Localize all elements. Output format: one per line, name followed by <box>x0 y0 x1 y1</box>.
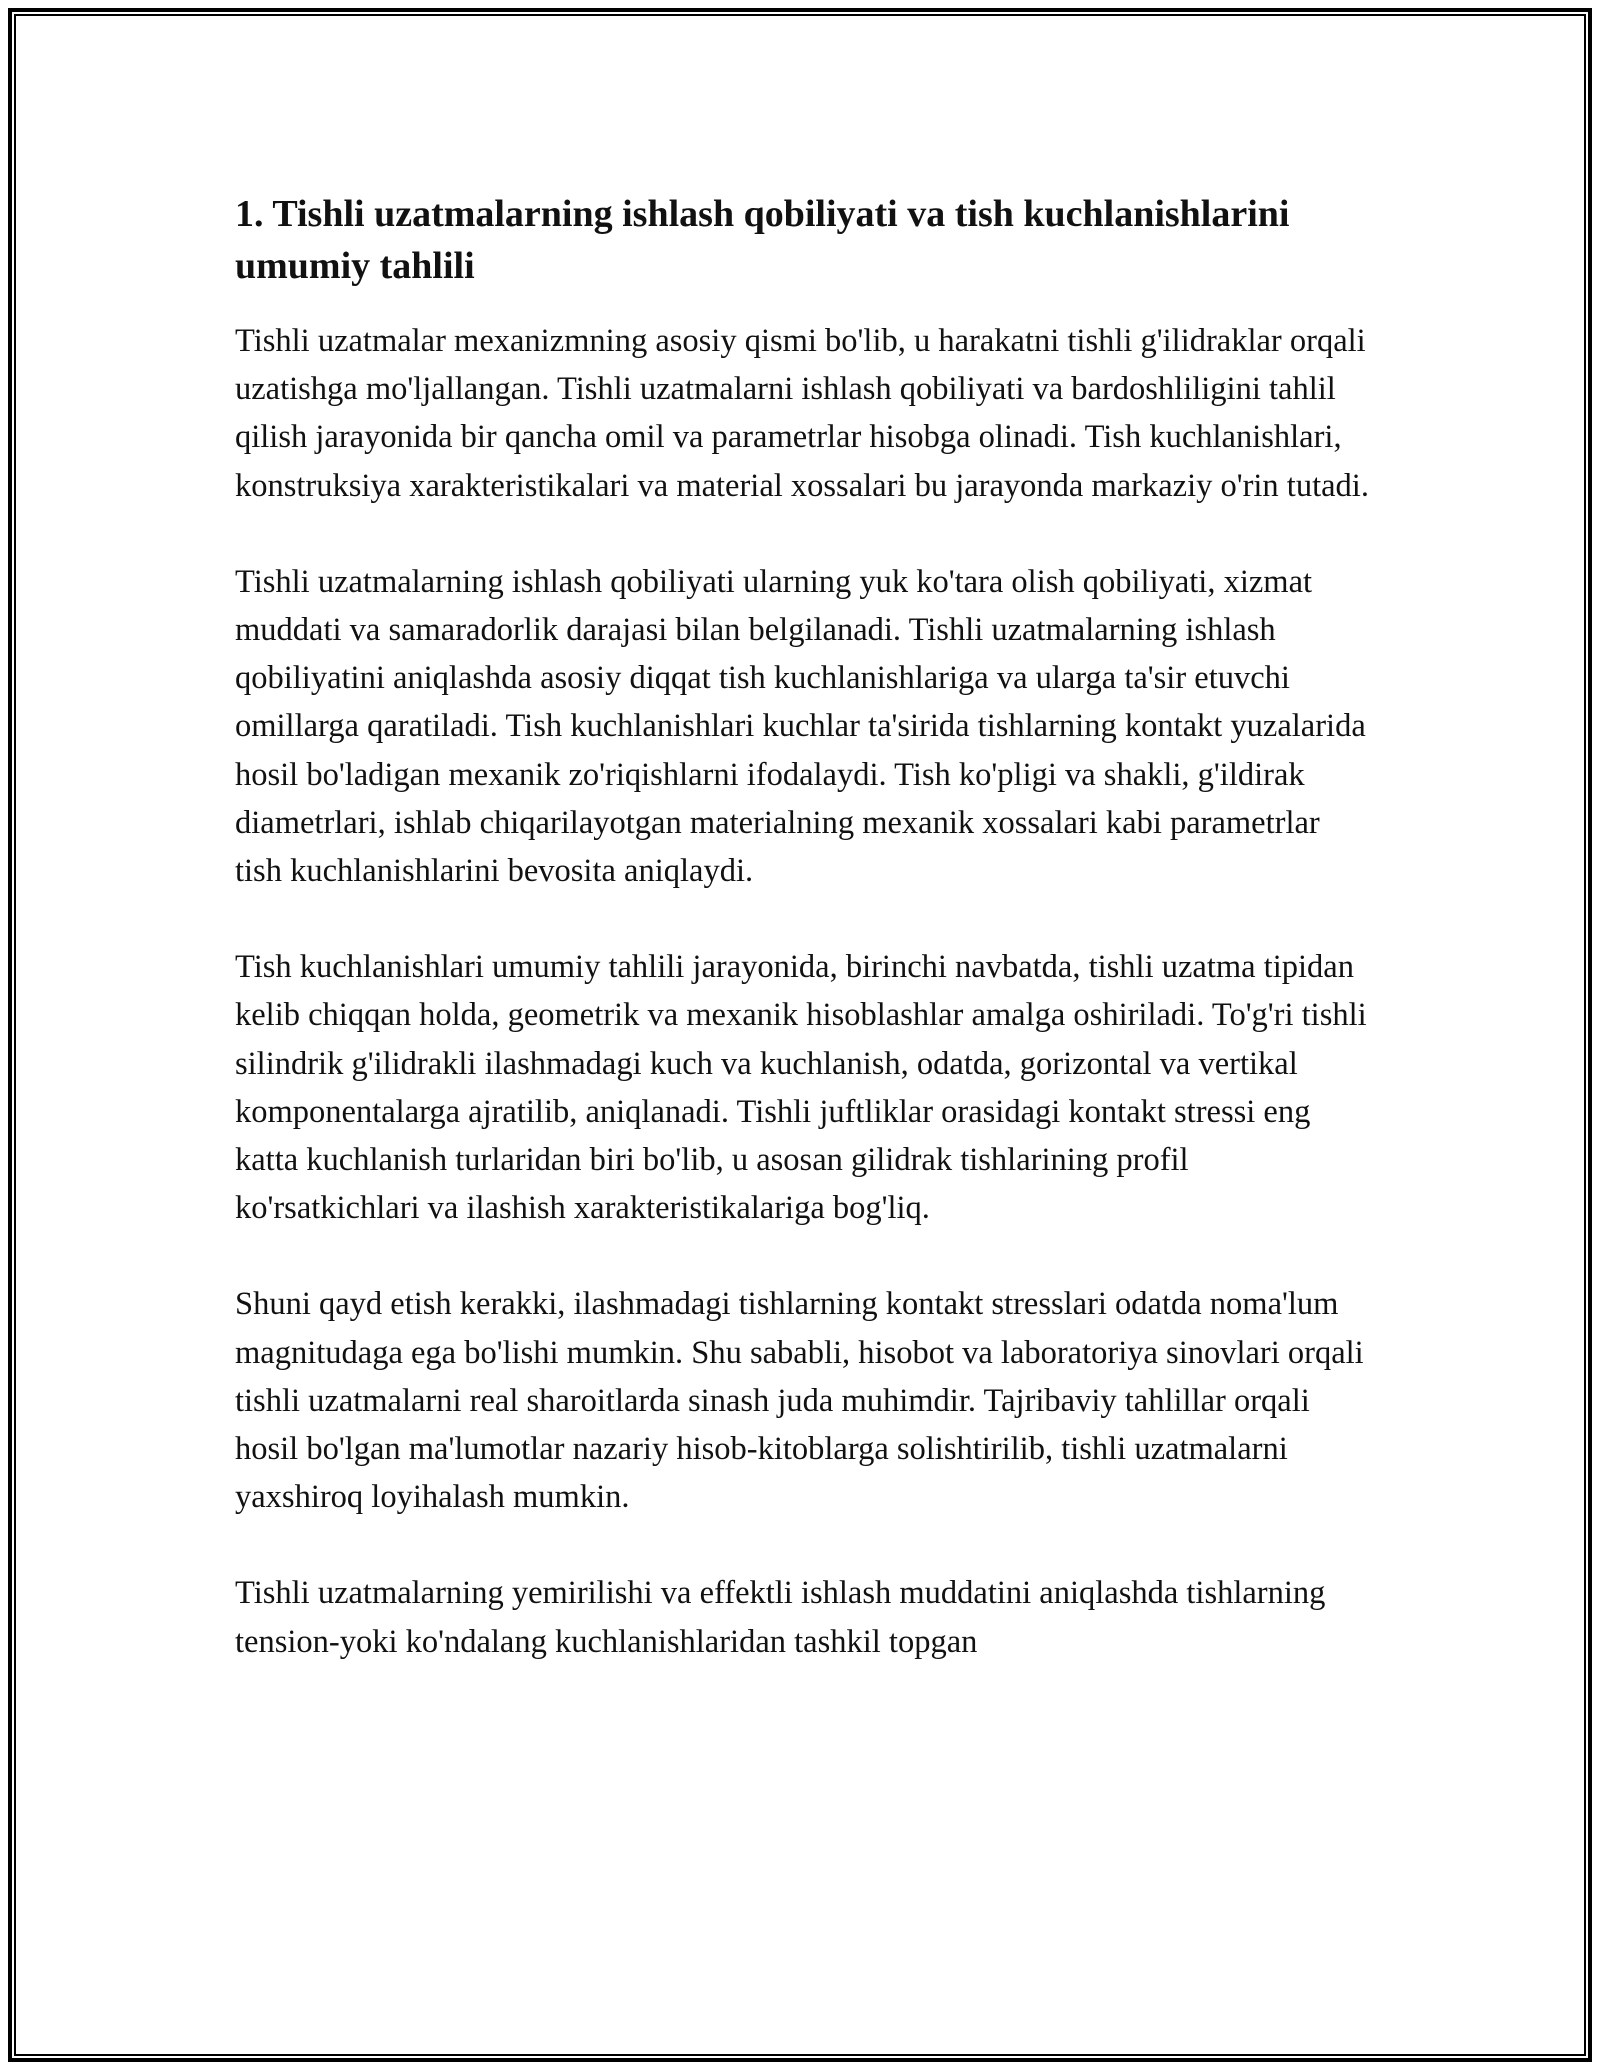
paragraph-5: Tishli uzatmalarning yemirilishi va effektli ishlash muddatini aniqlashda tishlarning tension-yoki ko'ndalang kuchlanishlaridan tashkil topgan <box>235 1575 1326 1660</box>
paragraph-3: Tish kuchlanishlari umumiy tahlili jarayonida, birinchi navbatda, tishli uzatma tipidan kelib chiqqan holda, geometrik va mexanik hisoblashlar amalga oshiriladi. To'g'ri tishli silindrik g'ilidrakli ilashmadagi kuch va kuchlanish, odatda, gorizontal va vertikal komponentalarga ajratilib, aniqlanadi. Tishli juftliklar orasidagi kontakt stressi eng katta kuchlanish turlaridan biri bo'lib, u asosan gilidrak tishlarining profil ko'rsatkichlari va ilashish xarakteristikalariga bog'liq. <box>235 949 1367 1227</box>
document-body <box>235 188 1370 1714</box>
paragraph-4: Shuni qayd etish kerakki, ilashmadagi tishlarning kontakt stresslari odatda noma'lum magnitudaga ega bo'lishi mumkin. Shu sababli, hisobot va laboratoriya sinovlari orqali tishli uzatmalarni real sharoitlarda sinash juda muhimdir. Tajribaviy tahlillar orqali hosil bo'lgan ma'lumotlar nazariy hisob-kitoblarga solishtirilib, tishli uzatmalarni yaxshiroq loyihalash mumkin. <box>235 1286 1364 1516</box>
section-heading: 1. Tishli uzatmalarning ishlash qobiliyati va tish kuchlanishlarini umumiy tahlili <box>235 193 1290 287</box>
paragraph-1: Tishli uzatmalar mexanizmning asosiy qismi bo'lib, u harakatni tishli g'ilidraklar orqali uzatishga mo'ljallangan. Tishli uzatmalarni ishlash qobiliyati va bardoshliligini tahlil qilish jarayonida bir qancha omil va parametrlar hisobga olinadi. Tish kuchlanishlari, konstruksiya xarakteristikalari va material xossalari bu jarayonda markaziy o'rin tutadi. <box>235 323 1369 504</box>
paragraph-2: Tishli uzatmalarning ishlash qobiliyati ularning yuk ko'tara olish qobiliyati, xizmat muddati va samaradorlik darajasi bilan belgilanadi. Tishli uzatmalarning ishlash qobiliyatini aniqlashda asosiy diqqat tish kuchlanishlariga va ularga ta'sir etuvchi omillarga qaratiladi. Tish kuchlanishlari kuchlar ta'sirida tishlarning kontakt yuzalarida hosil bo'ladigan mexanik zo'riqishlarni ifodalaydi. Tish ko'pligi va shakli, g'ildirak diametrlari, ishlab chiqarilayotgan materialning mexanik xossalari kabi parametrlar tish kuchlanishlarini bevosita aniqlaydi. <box>235 563 1366 890</box>
